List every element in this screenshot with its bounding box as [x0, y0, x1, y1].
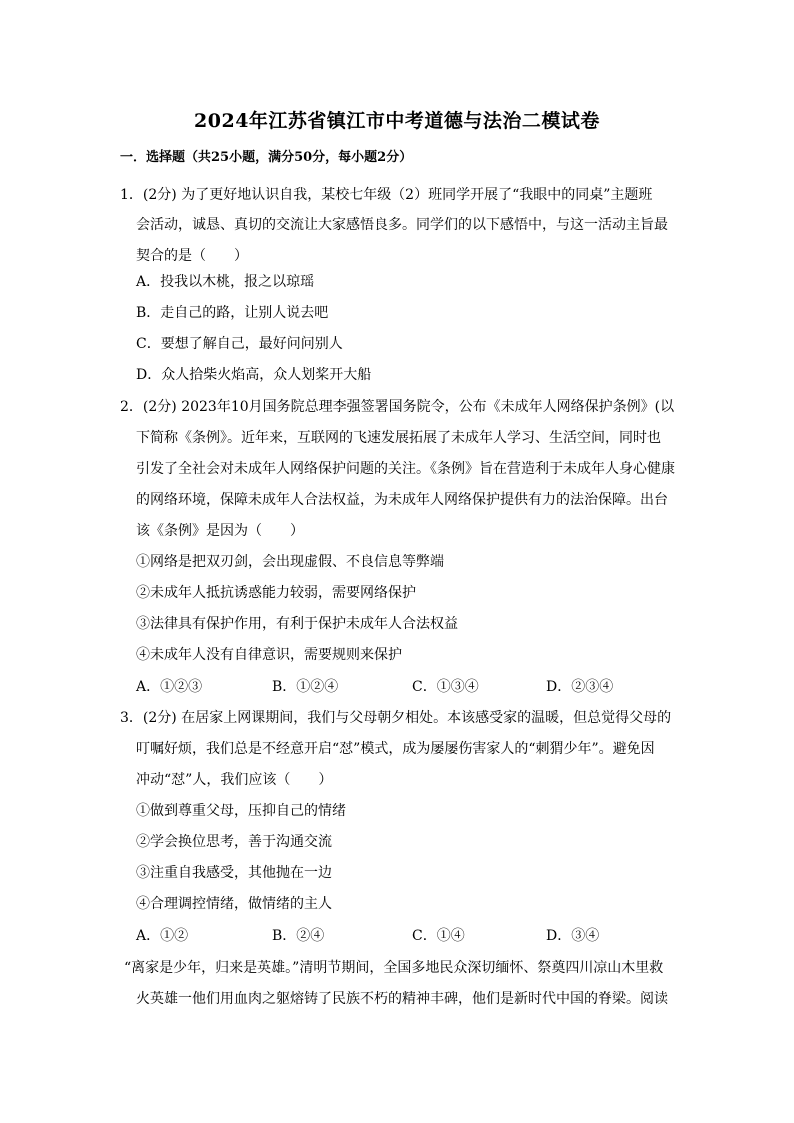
q2-item-3: ③法律具有保护作用，有利于保护未成年人合法权益: [136, 616, 458, 632]
q1-line-3: 契合的是（ ）: [136, 248, 248, 264]
q3-item-1: ①做到尊重父母，压抑自己的情绪: [136, 803, 346, 819]
q2-line-2: 下简称《条例》。近年来，互联网的飞速发展拓展了未成年人学习、生活空间，同时也: [136, 430, 661, 446]
q2-option-a: A．①②③: [136, 679, 203, 695]
q2-option-d: D．②③④: [546, 679, 614, 695]
q3-line-1: 3．(2分) 在居家上网课期间，我们与父母朝夕相处。本该感受家的温暖，但总觉得父母的: [120, 710, 672, 726]
q3-item-3: ③注重自我感受，其他抛在一边: [136, 865, 332, 881]
q2-line-4: 的网络环境，保障未成年人合法权益，为未成年人网络保护提供有力的法治保障。出台: [136, 492, 668, 508]
q2-item-4: ④未成年人没有自律意识，需要规则来保护: [136, 647, 402, 663]
q1-option-b: B．走自己的路，让别人说去吧: [136, 305, 329, 321]
q1-line-1: 1．(2分) 为了更好地认识自我，某校七年级（2）班同学开展了“我眼中的同桌”主题班: [120, 187, 653, 203]
page-title: 2024年江苏省镇江市中考道德与法治二模试卷: [194, 110, 600, 132]
q2-item-1: ①网络是把双刃剑，会出现虚假、不良信息等弊端: [136, 554, 444, 570]
q3-option-b: B．②④: [272, 928, 325, 944]
q3-option-a: A．①②: [136, 928, 189, 944]
q2-option-b: B．①②④: [272, 679, 339, 695]
q3-item-2: ②学会换位思考，善于沟通交流: [136, 834, 332, 850]
q3-item-4: ④合理调控情绪，做情绪的主人: [136, 896, 332, 912]
q1-option-d: D．众人拾柴火焰高，众人划桨开大船: [136, 367, 372, 383]
q2-item-2: ②未成年人抵抗诱惑能力较弱，需要网络保护: [136, 585, 416, 601]
q2-line-5: 该《条例》是因为（ ）: [136, 523, 304, 539]
material-line-2: 火英雄一他们用血肉之躯熔铸了民族不朽的精神丰碑，他们是新时代中国的脊梁。阅读: [136, 991, 668, 1007]
q1-option-c: C．要想了解自己，最好问问别人: [136, 336, 343, 352]
q2-line-1: 2．(2分) 2023年10月国务院总理李强签署国务院令，公布《未成年人网络保护条例》(以: [120, 399, 675, 415]
q2-option-c: C．①③④: [412, 679, 479, 695]
q1-option-a: A．投我以木桃，报之以琼瑶: [136, 274, 315, 290]
q2-line-3: 引发了全社会对未成年人网络保护问题的关注。《条例》旨在营造利于未成年人身心健康: [136, 461, 675, 477]
q3-line-2: 叮嘱好烦，我们总是不经意开启“怼”模式，成为屡屡伤害家人的“刺猬少年”。避免因: [136, 741, 655, 757]
q3-option-d: D．③④: [546, 928, 600, 944]
q1-line-2: 会活动，诚恳、真切的交流让大家感悟良多。同学们的以下感悟中，与这一活动主旨最: [136, 217, 668, 233]
q3-line-3: 冲动“怼”人，我们应该（ ）: [136, 772, 333, 788]
q3-option-c: C．①④: [412, 928, 465, 944]
section-heading: 一．选择题（共25小题，满分50分，每小题2分）: [120, 150, 413, 165]
material-line-1: “离家是少年，归来是英雄。”清明节期间，全国多地民众深切缅怀、祭奠四川凉山木里救: [124, 960, 664, 976]
